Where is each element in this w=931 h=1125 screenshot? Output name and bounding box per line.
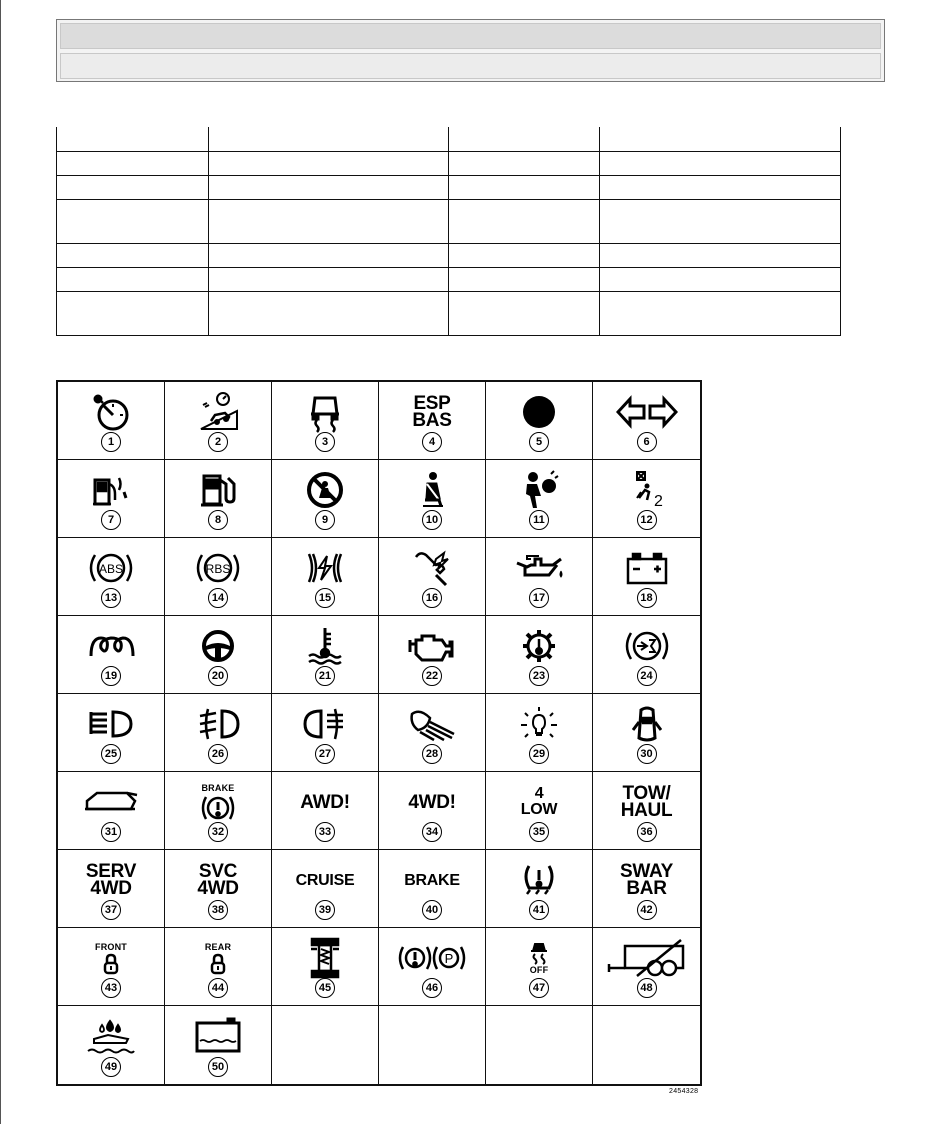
oil-pressure-icon (513, 553, 565, 583)
seat-belt-icon (415, 470, 449, 510)
indicator-cell (58, 460, 165, 538)
water-in-fuel-icon (86, 1017, 136, 1055)
indicator-cell (165, 538, 272, 616)
low-fuel-icon (198, 470, 238, 510)
indicator-cell (165, 694, 272, 772)
lock-icon (103, 953, 119, 975)
indicator-cell (165, 928, 272, 1006)
table-row (57, 243, 841, 267)
regenerative-brake-icon (303, 550, 347, 586)
indicator-number: 43 (101, 978, 121, 998)
rear-caption: REAR (204, 941, 232, 952)
brake-park-warning-icon (395, 943, 469, 973)
indicator-cell (165, 772, 272, 850)
indicator-number: 46 (422, 978, 442, 998)
table-row (57, 127, 841, 151)
svc-4wd-label-line: 4WD (197, 878, 239, 899)
indicator-cell (58, 694, 165, 772)
brake-warning-symbol (165, 780, 271, 824)
indicator-cell (486, 460, 593, 538)
indicator-cell (593, 772, 700, 850)
front-caption: FRONT (95, 941, 127, 952)
4-low-label-line: 4 (534, 785, 544, 802)
indicator-number: 5 (529, 432, 549, 452)
indicator-cell (58, 538, 165, 616)
front-locker-symbol (58, 936, 164, 980)
awd-label (272, 780, 378, 824)
indicator-number: 11 (529, 510, 549, 530)
indicator-cell (593, 460, 700, 538)
bas-label-line: BAS (412, 410, 452, 431)
indicator-number: 14 (208, 588, 228, 608)
indicator-number: 6 (637, 432, 657, 452)
steering-wheel-icon (200, 628, 236, 664)
liftgate-ajar-icon (83, 787, 139, 817)
indicator-number: 40 (422, 900, 442, 920)
indicator-cell (165, 850, 272, 928)
indicator-cell (593, 928, 700, 1006)
4-low-label (486, 780, 592, 824)
indicator-cell (272, 928, 379, 1006)
stability-off-symbol (486, 936, 592, 980)
serv-4wd-label (58, 858, 164, 902)
automatic-headlamp-icon (408, 706, 456, 742)
glow-plug-icon (87, 632, 135, 660)
transmission-temperature-icon (521, 628, 557, 664)
indicator-number: 29 (529, 744, 549, 764)
door-ajar-icon (632, 704, 662, 744)
indicator-number: 3 (315, 432, 335, 452)
indicator-cell (379, 382, 486, 460)
indicator-number: 36 (637, 822, 657, 842)
table-row (57, 267, 841, 291)
indicator-number: 45 (315, 978, 335, 998)
indicator-cell (272, 616, 379, 694)
indicator-cell (379, 772, 486, 850)
tow-haul-label-line: HAUL (620, 800, 673, 821)
coolant-temperature-icon (305, 626, 345, 666)
indicator-number: 26 (208, 744, 228, 764)
indicator-number: 25 (101, 744, 121, 764)
indicator-number: 49 (101, 1057, 121, 1077)
svc-4wd-label-line: SVC (198, 861, 238, 882)
indicator-number: 1 (101, 432, 121, 452)
svg-text:P: P (444, 951, 454, 966)
indicator-cell (379, 616, 486, 694)
4wd-label (379, 780, 485, 824)
indicator-number: 41 (529, 900, 549, 920)
indicator-cell (272, 772, 379, 850)
brake-caption: BRAKE (201, 782, 235, 793)
header-title-bar (60, 23, 881, 49)
indicator-number: 37 (101, 900, 121, 920)
indicator-cell (272, 850, 379, 928)
indicator-number: 44 (208, 978, 228, 998)
lock-icon (210, 953, 226, 975)
indicator-cell (593, 538, 700, 616)
indicator-number: 33 (315, 822, 335, 842)
awd-label-line: AWD! (300, 791, 350, 813)
suspension-icon (310, 937, 340, 979)
indicator-cell (486, 928, 593, 1006)
indicator-number: 8 (208, 510, 228, 530)
rear-locker-symbol (165, 936, 271, 980)
indicator-number: 28 (422, 744, 442, 764)
table-row (57, 151, 841, 175)
indicator-number: 27 (315, 744, 335, 764)
brake-warning-icon (200, 794, 236, 822)
indicator-cell (165, 616, 272, 694)
sway-bar-label (593, 858, 700, 902)
indicator-number: 10 (422, 510, 442, 530)
empty-cell (272, 1006, 379, 1084)
indicator-cell (486, 538, 593, 616)
indicator-cell (486, 694, 593, 772)
indicator-number: 34 (422, 822, 442, 842)
indicator-number: 35 (529, 822, 549, 842)
indicator-number: 31 (101, 822, 121, 842)
indicator-table (56, 127, 841, 336)
indicator-cell (379, 538, 486, 616)
indicator-number: 2 (208, 432, 228, 452)
washer-fluid-level-icon (193, 1017, 243, 1055)
indicator-cell (379, 694, 486, 772)
rbs-icon-text: RBS (205, 562, 231, 576)
abs-icon-text: ABS (98, 562, 124, 576)
esp-label-line: ESP (413, 393, 451, 414)
indicator-cell (165, 460, 272, 538)
indicator-cell (379, 928, 486, 1006)
stability-off-icon (528, 941, 550, 965)
rbs-icon (194, 550, 242, 586)
table-row (57, 199, 841, 243)
indicator-cell (379, 850, 486, 928)
indicator-cell (272, 694, 379, 772)
serv-4wd-label-line: 4WD (90, 878, 132, 899)
service-electrical-icon (412, 549, 452, 587)
indicator-cell (165, 382, 272, 460)
indicator-number: 16 (422, 588, 442, 608)
indicator-cell (272, 460, 379, 538)
indicator-number: 9 (315, 510, 335, 530)
indicator-number: 17 (529, 588, 549, 608)
rear-fog-lamp-icon (303, 707, 347, 741)
indicator-number: 4 (422, 432, 442, 452)
airbag-icon (519, 470, 559, 510)
speed-control-icon (89, 391, 133, 433)
indicator-cell (593, 616, 700, 694)
indicator-number: 7 (101, 510, 121, 530)
hill-descent-icon (195, 391, 241, 433)
indicator-cell (165, 1006, 272, 1084)
indicator-cell (58, 928, 165, 1006)
indicator-number: 23 (529, 666, 549, 686)
traction-control-icon (305, 390, 345, 434)
rear-seat-airbag-icon (627, 470, 667, 510)
indicator-number: 12 (637, 510, 657, 530)
passenger-airbag-off-icon (305, 470, 345, 510)
brake-label (379, 858, 485, 902)
svc-4wd-label (165, 858, 271, 902)
high-beam-icon (87, 708, 135, 740)
indicator-cell (593, 850, 700, 928)
indicator-number: 42 (637, 900, 657, 920)
indicator-cell (58, 616, 165, 694)
cruise-label-line: CRUISE (295, 871, 355, 889)
indicator-number: 13 (101, 588, 121, 608)
trailer-brake-icon (607, 938, 687, 978)
indicator-cell (486, 382, 593, 460)
empty-cell (486, 1006, 593, 1084)
abs-icon (87, 550, 135, 586)
indicator-number: 48 (637, 978, 657, 998)
exterior-lamp-icon (519, 705, 559, 743)
empty-cell (379, 1006, 486, 1084)
header-subtitle-bar (60, 53, 881, 79)
indicator-number: 24 (637, 666, 657, 686)
battery-icon (625, 551, 669, 585)
front-fog-lamp-icon (196, 707, 240, 741)
off-caption: OFF (529, 964, 549, 975)
indicator-number: 32 (208, 822, 228, 842)
svg-text:2: 2 (653, 493, 663, 510)
indicator-cell (593, 694, 700, 772)
indicator-number: 47 (529, 978, 549, 998)
brake-label-line: BRAKE (404, 871, 460, 889)
indicator-cell (486, 772, 593, 850)
indicator-number: 22 (422, 666, 442, 686)
indicator-number: 38 (208, 900, 228, 920)
check-engine-icon (408, 630, 456, 662)
esp-bas-label (379, 390, 485, 434)
serv-4wd-label-line: SERV (85, 861, 137, 882)
empty-cell (593, 1006, 700, 1084)
indicator-cell (593, 382, 700, 460)
figure-id: 2454328 (669, 1088, 699, 1095)
tow-haul-label-line: TOW/ (622, 783, 671, 804)
4wd-label-line: 4WD! (408, 791, 456, 813)
indicator-cell (58, 850, 165, 928)
tow-haul-label (593, 780, 700, 824)
indicator-cell (272, 382, 379, 460)
turn-signal-arrows-icon (616, 395, 678, 429)
indicator-number: 20 (208, 666, 228, 686)
indicator-cell (379, 460, 486, 538)
indicator-number: 18 (637, 588, 657, 608)
4-low-label-line: LOW (520, 801, 558, 818)
sway-bar-label-line: SWAY (619, 861, 673, 882)
indicator-number: 21 (315, 666, 335, 686)
indicator-symbol-grid (56, 380, 702, 1086)
tire-pressure-icon (521, 862, 557, 898)
cruise-label (272, 858, 378, 902)
indicator-cell (58, 382, 165, 460)
indicator-number: 39 (315, 900, 335, 920)
indicator-cell (486, 850, 593, 928)
table-row (57, 175, 841, 199)
table-row (57, 291, 841, 335)
header-box (56, 19, 885, 82)
fuel-door-icon (91, 470, 131, 510)
indicator-cell (58, 1006, 165, 1084)
indicator-cell (272, 538, 379, 616)
filled-circle-icon (521, 394, 557, 430)
indicator-number: 50 (208, 1057, 228, 1077)
indicator-number: 15 (315, 588, 335, 608)
indicator-cell (58, 772, 165, 850)
indicator-number: 30 (637, 744, 657, 764)
sway-bar-label-line: BAR (626, 878, 667, 899)
indicator-number: 19 (101, 666, 121, 686)
indicator-cell (486, 616, 593, 694)
electric-parking-brake-icon (623, 628, 671, 664)
